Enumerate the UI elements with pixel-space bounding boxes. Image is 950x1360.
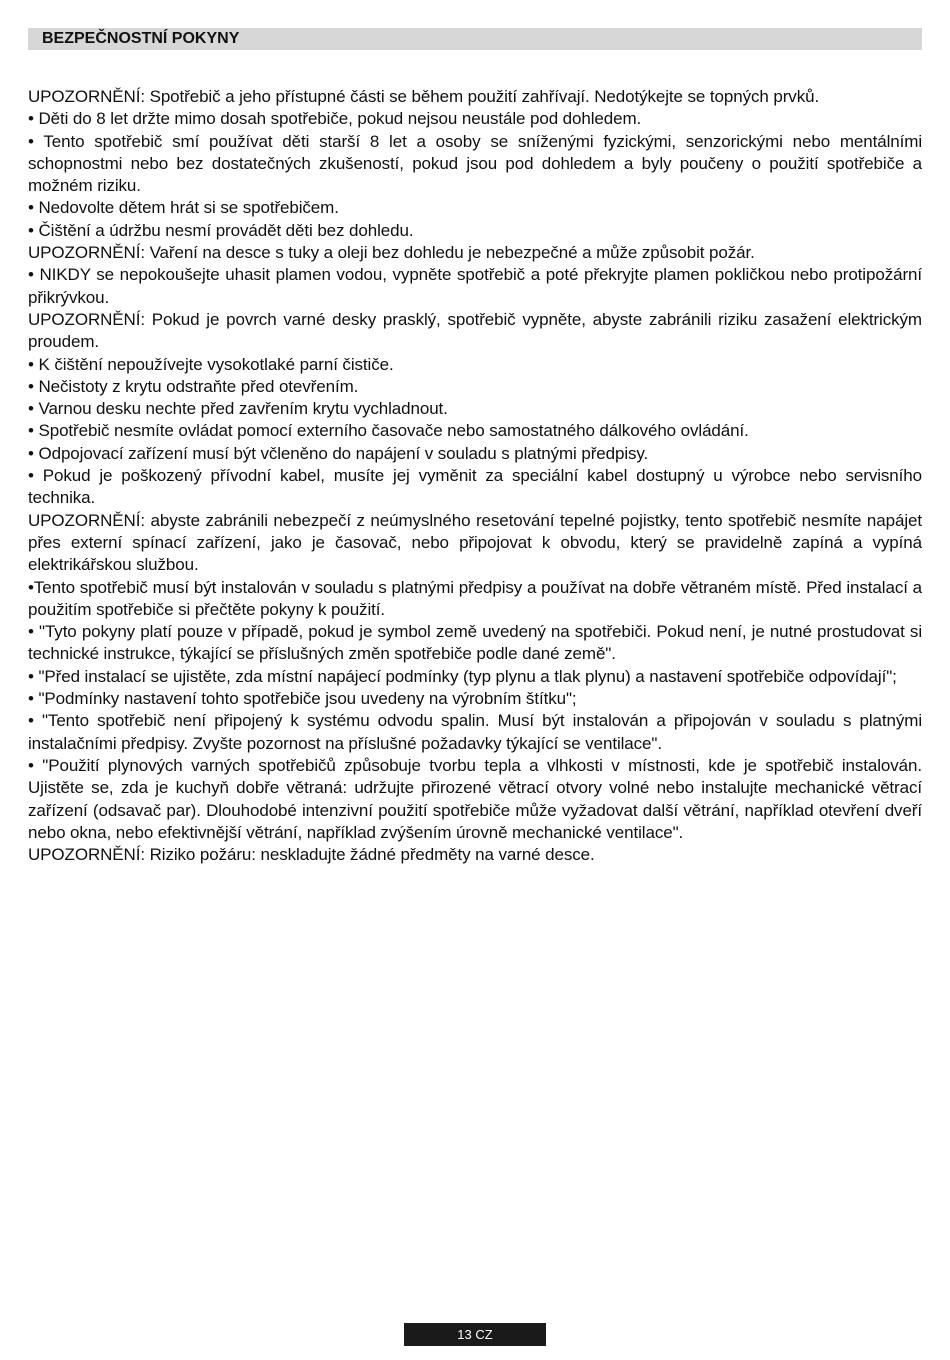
paragraph: • K čištění nepoužívejte vysokotlaké parní čističe.: [28, 354, 394, 374]
section-title: BEZPEČNOSTNÍ POKYNY: [42, 30, 240, 47]
paragraph: • "Tyto pokyny platí pouze v případě, pokud je symbol země uvedený na spotřebiči. Pokud není, je nutné prostudovat si technické instrukce, týkající se příslušných změn spotřebiče podle dané země".: [28, 622, 922, 664]
page-number: 13 CZ: [404, 1323, 546, 1346]
paragraph: • Odpojovací zařízení musí být včleněno do napájení v souladu s platnými předpisy.: [28, 443, 649, 463]
paragraph: • Spotřebič nesmíte ovládat pomocí externího časovače nebo samostatného dálkového ovládání.: [28, 421, 749, 441]
paragraph: • Varnou desku nechte před zavřením krytu vychladnout.: [28, 399, 448, 419]
paragraph: • Děti do 8 let držte mimo dosah spotřebiče, pokud nejsou neustále pod dohledem.: [28, 109, 642, 129]
safety-instructions: [28, 86, 922, 866]
paragraph: • "Podmínky nastavení tohto spotřebiče jsou uvedeny na výrobním štítku";: [28, 689, 577, 709]
paragraph: • Čištění a údržbu nesmí provádět děti bez dohledu.: [28, 220, 414, 240]
paragraph: • "Použití plynových varných spotřebičů způsobuje tvorbu tepla a vlhkosti v místnosti, kde je spotřebič instalován. Ujistěte se, zda je kuchyň dobře větraná: udržujte přirozené větrací otvory volné nebo instalujte mechanické větrací zařízení (odsavač par). Dlouhodobé intenzivní použití spotřebiče může vyžadovat další větrání, například otevření dveří nebo okna, nebo efektivnější větrání, například zvýšením úrovně mechanické ventilace".: [28, 755, 922, 842]
paragraph: UPOZORNĚNÍ: Vaření na desce s tuky a oleji bez dohledu je nebezpečné a může způsobit požár.: [28, 243, 755, 263]
paragraph: • Nedovolte dětem hrát si se spotřebičem.: [28, 198, 339, 218]
paragraph: UPOZORNĚNÍ: Riziko požáru: neskladujte žádné předměty na varné desce.: [28, 845, 595, 865]
paragraph: • NIKDY se nepokoušejte uhasit plamen vodou, vypněte spotřebič a poté překryjte plamen pokličkou nebo protipožární přikrývkou.: [28, 265, 922, 307]
paragraph: • "Tento spotřebič není připojený k systému odvodu spalin. Musí být instalován a připojován v souladu s platnými instalačními předpisy. Zvyšte pozornost na příslušné požadavky týkající se ventilace".: [28, 711, 922, 753]
paragraph: UPOZORNĚNÍ: abyste zabránili nebezpečí z neúmyslného resetování tepelné pojistky, tento spotřebič nesmíte napájet přes externí spínací zařízení, jako je časovač, nebo připojovat k obvodu, který se pravidelně zapíná a vypíná elektrikářskou službou.: [28, 510, 922, 575]
paragraph: UPOZORNĚNÍ: Pokud je povrch varné desky prasklý, spotřebič vypněte, abyste zabránili riziku zasažení elektrickým proudem.: [28, 309, 922, 352]
paragraph: UPOZORNĚNÍ: Spotřebič a jeho přístupné části se během použití zahřívají. Nedotýkejte se topných prvků.: [28, 87, 820, 106]
paragraph: • Tento spotřebič smí používat děti starší 8 let a osoby se sníženými fyzickými, senzorickými nebo mentálními schopnostmi nebo bez dostatečných zkušeností, pokud jsou pod dohledem a byly poučeny o použití spotřebiče a možném riziku.: [28, 131, 922, 196]
paragraph: • Nečistoty z krytu odstraňte před otevřením.: [28, 376, 359, 396]
paragraph: • "Před instalací se ujistěte, zda místní napájecí podmínky (typ plynu a tlak plynu) a nastavení spotřebiče odpovídají";: [28, 666, 897, 686]
section-header: [28, 28, 922, 50]
paragraph: •Tento spotřebič musí být instalován v souladu s platnými předpisy a používat na dobře větraném místě. Před instalací a použitím spotřebiče si přečtěte pokyny k použití.: [28, 577, 922, 619]
paragraph: • Pokud je poškozený přívodní kabel, musíte jej vyměnit za speciální kabel dostupný u výrobce nebo servisního technika.: [28, 466, 922, 508]
